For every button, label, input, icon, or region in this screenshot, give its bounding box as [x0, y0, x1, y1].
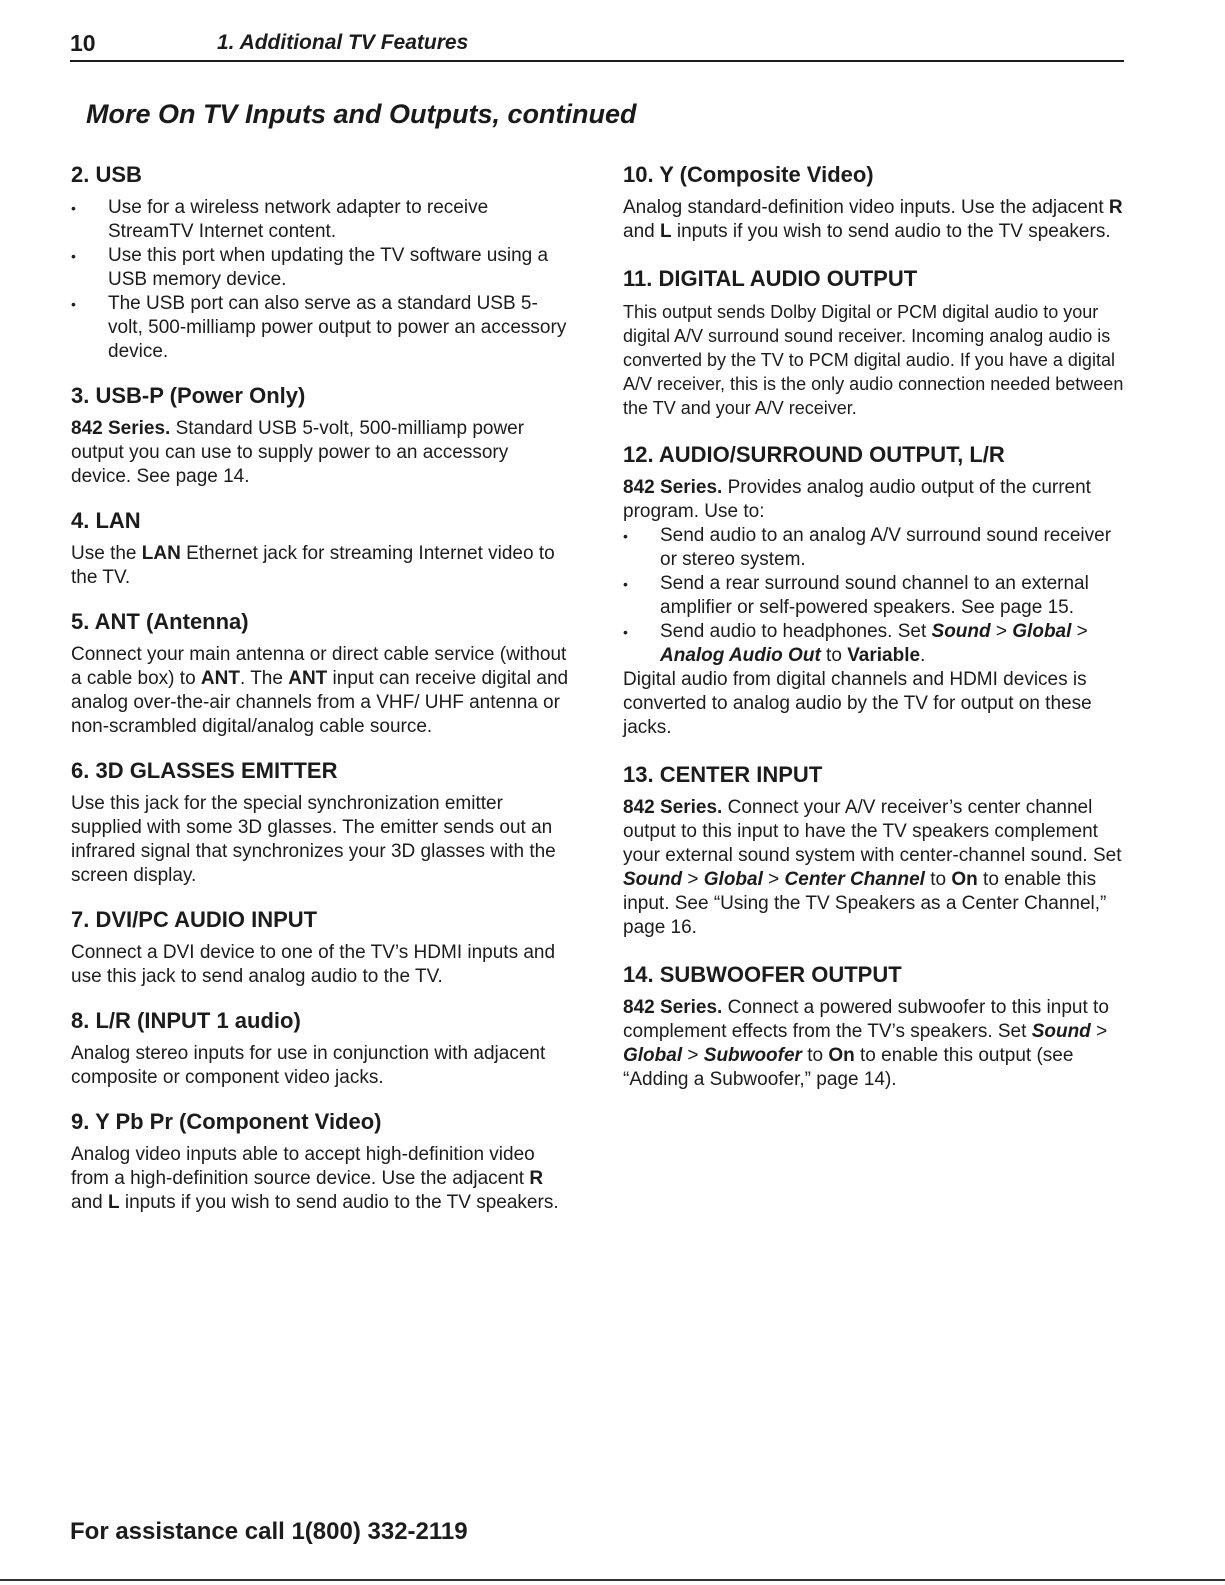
paragraph: Digital audio from digital channels and HDMI devices is converted to analog audio by the TV for output on these jacks. [623, 669, 1092, 738]
setting-value: On [828, 1045, 855, 1066]
section-usb [71, 160, 571, 364]
text-run: . [920, 645, 926, 666]
text-run: inputs if you wish to send audio to the TV speakers. [671, 221, 1111, 242]
setting-value: On [951, 869, 978, 890]
section-heading: 3. USB-P (Power Only) [71, 383, 306, 408]
list-item: • Send a rear surround sound channel to an external amplifier or self-powered speakers. See page 15. [623, 572, 1128, 620]
list-item: • Use this port when updating the TV software using a USB memory device. [71, 244, 571, 292]
menu-path-item: Global [623, 1045, 683, 1066]
menu-path-item: Global [703, 869, 763, 890]
section-heading: 11. DIGITAL AUDIO OUTPUT [623, 266, 918, 291]
section-heading: 2. USB [71, 162, 142, 187]
menu-path-item: Subwoofer [703, 1045, 802, 1066]
paragraph [71, 643, 571, 739]
setting-value: Variable [847, 645, 921, 666]
section-usb-power [71, 381, 571, 489]
text-run: inputs if you wish to send audio to the TV speakers. [119, 1192, 559, 1213]
jack-label: R [529, 1168, 544, 1189]
text-run: Provides analog audio output of the current program. Use to: [623, 477, 1091, 522]
jack-label: ANT [200, 668, 240, 689]
text-run: Connect a powered subwoofer to this input to complement effects from the TV’s speakers. Set [623, 997, 1109, 1042]
paragraph [623, 996, 1128, 1092]
section-heading: 7. DVI/PC AUDIO INPUT [71, 907, 318, 932]
jack-label: LAN [141, 543, 181, 564]
text-run: Use the [71, 543, 142, 564]
section-composite-video [623, 160, 1128, 244]
paragraph [623, 796, 1128, 940]
menu-path-item: Center Channel [784, 869, 925, 890]
menu-separator: > [762, 869, 785, 890]
section-lan [71, 506, 571, 590]
paragraph [623, 476, 1128, 524]
menu-separator: > [990, 621, 1013, 642]
section-heading: 10. Y (Composite Video) [623, 162, 874, 187]
menu-separator: > [1071, 621, 1088, 642]
section-heading: 8. L/R (INPUT 1 audio) [71, 1008, 301, 1033]
menu-path-item: Global [1012, 621, 1072, 642]
assistance-footer: For assistance call 1(800) 332-2119 [70, 1518, 468, 1545]
section-heading: 4. LAN [71, 508, 141, 533]
section-antenna [71, 607, 571, 739]
text-run: Ethernet jack for streaming Internet video to the TV. [71, 543, 555, 588]
bullet-list [623, 524, 1128, 668]
menu-separator: > [682, 869, 704, 890]
paragraph: Analog stereo inputs for use in conjunction with adjacent composite or component video jacks. [71, 1043, 546, 1088]
section-lr-input [71, 1006, 571, 1090]
jack-label: L [107, 1192, 120, 1213]
list-item [623, 620, 1128, 668]
page-number: 10 [70, 30, 96, 56]
paragraph [71, 417, 571, 489]
text-run: Connect your A/V receiver’s center channel output to this input to have the TV speakers complement your external sound system with center-channel sound. Set [623, 797, 1122, 866]
text-run: Analog video inputs able to accept high-definition video from a high-definition source device. Use the adjacent [71, 1144, 535, 1189]
text-run: to enable this input. See “Using the TV Speakers as a Center Channel,” page 16. [623, 869, 1107, 938]
section-3d-glasses-emitter [71, 756, 571, 888]
series-label: 842 Series. [623, 997, 723, 1018]
section-audio-surround-output [623, 440, 1128, 740]
text-run: to enable this output (see “Adding a Subwoofer,” page 14). [623, 1045, 1074, 1090]
menu-separator: > [1090, 1021, 1108, 1042]
paragraph [71, 1143, 571, 1215]
text-run: . The [239, 668, 289, 689]
paragraph [623, 196, 1128, 244]
page-header [70, 30, 1124, 62]
section-center-input [623, 760, 1128, 940]
menu-separator: > [682, 1045, 704, 1066]
menu-path-item: Analog Audio Out [660, 645, 821, 666]
series-label: 842 Series. [623, 797, 723, 818]
section-dvi-pc-audio [71, 905, 571, 989]
text-run: Analog standard-definition video inputs. Use the adjacent [623, 197, 1109, 218]
text-run: Standard USB 5-volt, 500-milliamp power output you can use to supply power to an accessory device. See page 14. [71, 418, 525, 487]
chapter-title: 1. Additional TV Features [217, 31, 469, 54]
paragraph: Connect a DVI device to one of the TV’s HDMI inputs and use this jack to send analog audio to the TV. [71, 942, 556, 987]
jack-label: ANT [288, 668, 328, 689]
jack-label: L [659, 221, 672, 242]
section-heading: 6. 3D GLASSES EMITTER [71, 758, 338, 783]
series-label: 842 Series. [623, 477, 723, 498]
text-run: to [820, 645, 848, 666]
text-run: to [924, 869, 952, 890]
series-label: 842 Series. [71, 418, 171, 439]
section-subwoofer-output [623, 960, 1128, 1092]
text-run: to [801, 1045, 829, 1066]
paragraph: This output sends Dolby Digital or PCM digital audio to your digital A/V surround sound receiver. Incoming analog audio is converted by the TV to PCM digital audio. If you have a digital A/V receiver, this is the only audio connection needed between the TV and your A/V receiver. [623, 302, 1124, 418]
section-heading: 12. AUDIO/SURROUND OUTPUT, L/R [623, 442, 1005, 467]
section-component-video [71, 1107, 571, 1215]
paragraph: Use this jack for the special synchronization emitter supplied with some 3D glasses. The emitter sends out an infrared signal that synchronizes your 3D glasses with the screen display. [71, 793, 556, 886]
menu-path-item: Sound [1031, 1021, 1091, 1042]
list-item: • The USB port can also serve as a standard USB 5-volt, 500-milliamp power output to power an accessory device. [71, 292, 571, 364]
bullet-list [71, 196, 571, 364]
page-title: More On TV Inputs and Outputs, continued [86, 99, 637, 129]
list-item: • Use for a wireless network adapter to receive StreamTV Internet content. [71, 196, 571, 244]
jack-label: R [1108, 197, 1123, 218]
right-column [623, 160, 1128, 1112]
text-run: and [623, 221, 660, 242]
menu-path-item: Sound [931, 621, 991, 642]
section-heading: 14. SUBWOOFER OUTPUT [623, 962, 902, 987]
menu-path-item: Sound [623, 869, 683, 890]
section-heading: 5. ANT (Antenna) [71, 609, 249, 634]
text-run: and [71, 1192, 108, 1213]
section-digital-audio-output [623, 264, 1128, 420]
text-run: input can receive digital and analog over-the-air channels from a VHF/ UHF antenna or non-scrambled digital/analog cable source. [71, 668, 569, 737]
text-run: Connect your main antenna or direct cable service (without a cable box) to [71, 644, 567, 689]
section-heading: 9. Y Pb Pr (Component Video) [71, 1109, 382, 1134]
bottom-divider [0, 1579, 1225, 1581]
text-run: Send audio to headphones. Set [660, 621, 932, 642]
paragraph [71, 542, 571, 590]
left-column [71, 160, 571, 1232]
list-item: • Send audio to an analog A/V surround sound receiver or stereo system. [623, 524, 1128, 572]
section-heading: 13. CENTER INPUT [623, 762, 823, 787]
